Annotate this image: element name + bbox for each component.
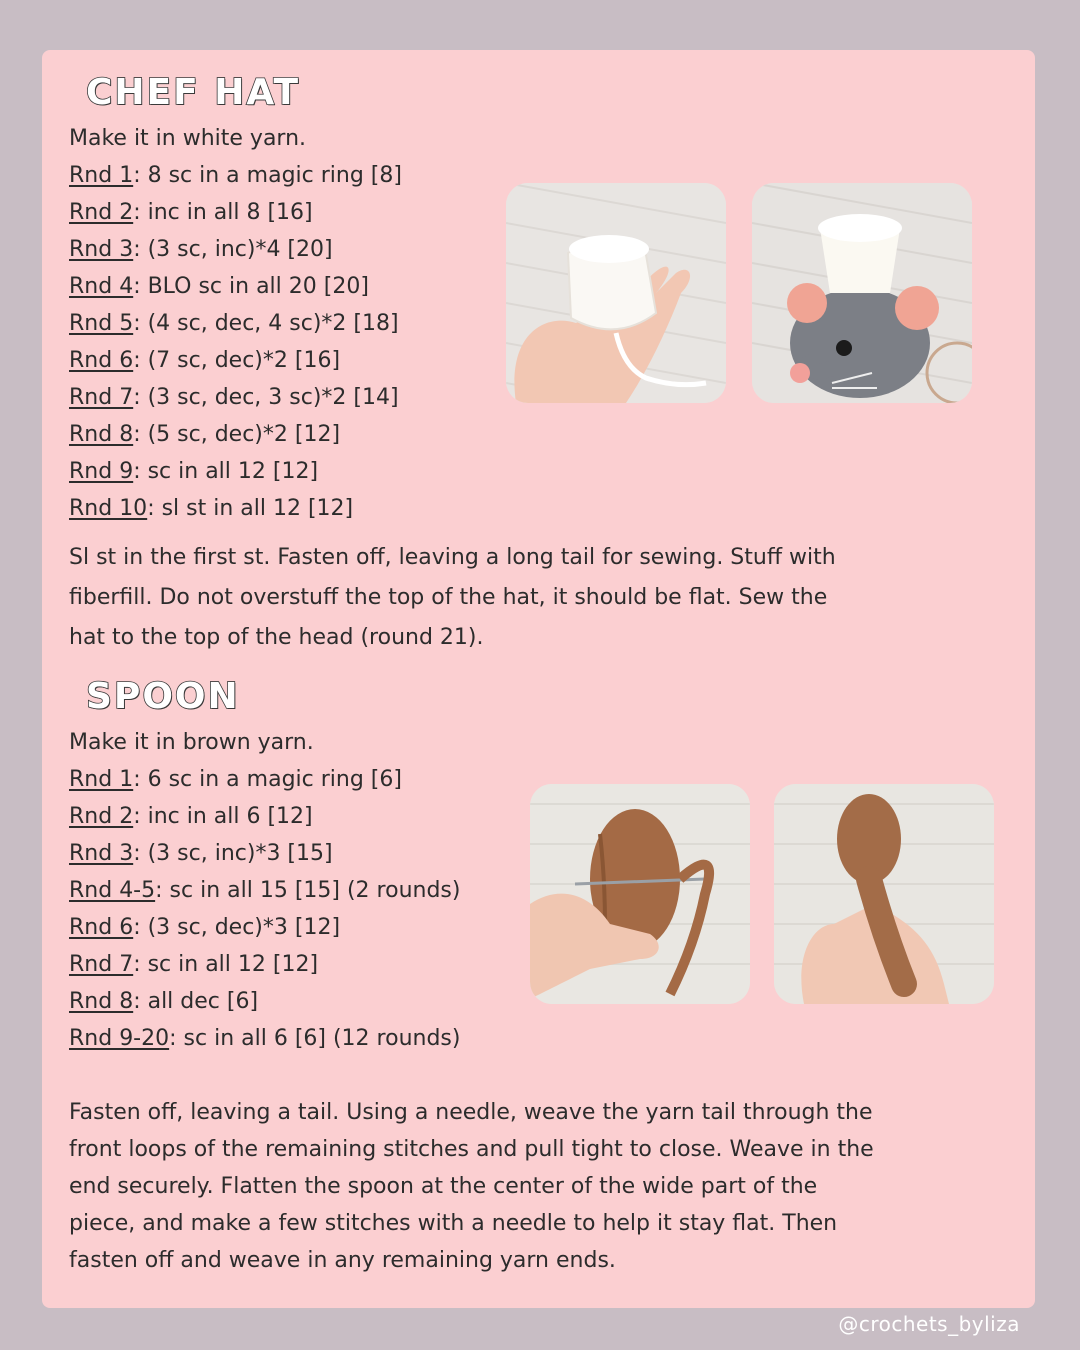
round-text: : (7 sc, dec)*2 [16] — [133, 348, 341, 373]
round-text: : sc in all 15 [15] (2 rounds) — [155, 878, 461, 903]
round-label: Rnd 8 — [69, 989, 134, 1014]
round-label: Rnd 7 — [69, 952, 134, 977]
spoon-round-row — [69, 802, 313, 832]
round-label: Rnd 6 — [69, 915, 134, 940]
hat-round-row — [69, 494, 353, 524]
spoon-paragraph-line: end securely. Flatten the spoon at the center of the wide part of the — [69, 1174, 818, 1199]
round-text: : 8 sc in a magic ring [8] — [133, 163, 402, 188]
round-text: : (3 sc, inc)*3 [15] — [133, 841, 333, 866]
round-text: : inc in all 6 [12] — [133, 804, 313, 829]
round-label: Rnd 3 — [69, 237, 134, 262]
hat-photo-on-mouse — [752, 183, 972, 403]
spoon-intro: Make it in brown yarn. — [69, 730, 314, 755]
round-text: : sl st in all 12 [12] — [147, 496, 354, 521]
spoon-round-row — [69, 913, 340, 943]
hat-round-row — [69, 457, 318, 487]
round-text: : inc in all 8 [16] — [133, 200, 313, 225]
round-text: : (5 sc, dec)*2 [12] — [133, 422, 341, 447]
hat-round-row — [69, 346, 340, 376]
spoon-round-row — [69, 987, 258, 1017]
spoon-paragraph-line: Fasten off, leaving a tail. Using a needle, weave the yarn tail through the — [69, 1100, 873, 1125]
round-text: : sc in all 12 [12] — [133, 459, 319, 484]
spoon-paragraph-line: front loops of the remaining stitches and pull tight to close. Weave in the — [69, 1137, 874, 1162]
round-label: Rnd 1 — [69, 163, 134, 188]
spoon-photo-finished — [774, 784, 994, 1004]
finished-spoon-illustration — [774, 784, 994, 1004]
round-text: : all dec [6] — [133, 989, 259, 1014]
round-text: : (4 sc, dec, 4 sc)*2 [18] — [133, 311, 399, 336]
round-label: Rnd 3 — [69, 841, 134, 866]
round-label: Rnd 9 — [69, 459, 134, 484]
spoon-paragraph-line: piece, and make a few stitches with a needle to help it stay flat. Then — [69, 1211, 838, 1236]
round-label: Rnd 2 — [69, 804, 134, 829]
spoon-round-row — [69, 839, 333, 869]
author-watermark: @crochets_byliza — [838, 1312, 1020, 1336]
round-text: : BLO sc in all 20 [20] — [133, 274, 369, 299]
round-label: Rnd 5 — [69, 311, 134, 336]
chef-hat-intro: Make it in white yarn. — [69, 126, 307, 151]
round-label: Rnd 1 — [69, 767, 134, 792]
round-text: : (3 sc, inc)*4 [20] — [133, 237, 333, 262]
hat-round-row — [69, 309, 399, 339]
round-text: : sc in all 12 [12] — [133, 952, 319, 977]
round-text: : 6 sc in a magic ring [6] — [133, 767, 402, 792]
round-text: : (3 sc, dec)*3 [12] — [133, 915, 341, 940]
hat-in-hand-illustration — [506, 183, 726, 403]
round-label: Rnd 8 — [69, 422, 134, 447]
round-label: Rnd 2 — [69, 200, 134, 225]
hat-paragraph-line: hat to the top of the head (round 21). — [69, 625, 484, 650]
hat-round-row — [69, 272, 369, 302]
spoon-round-row — [69, 765, 402, 795]
spoon-round-row — [69, 1024, 460, 1054]
mouse-with-chef-hat-illustration — [752, 183, 972, 403]
hat-round-row — [69, 198, 313, 228]
spoon-paragraph-line: fasten off and weave in any remaining yarn ends. — [69, 1248, 616, 1273]
hat-round-row — [69, 235, 333, 265]
round-label: Rnd 9-20 — [69, 1026, 170, 1051]
spoon-round-row — [69, 950, 318, 980]
round-label: Rnd 4-5 — [69, 878, 156, 903]
hat-paragraph-line: fiberfill. Do not overstuff the top of the hat, it should be flat. Sew the — [69, 585, 828, 610]
chef-hat-title: CHEF HAT — [86, 72, 301, 113]
spoon-photo-sewing — [530, 784, 750, 1004]
hat-round-row — [69, 420, 340, 450]
hat-round-row — [69, 383, 399, 413]
spoon-round-row — [69, 876, 460, 906]
round-label: Rnd 10 — [69, 496, 148, 521]
round-text: : (3 sc, dec, 3 sc)*2 [14] — [133, 385, 399, 410]
spoon-title: SPOON — [86, 676, 240, 717]
hat-round-row — [69, 161, 402, 191]
hat-paragraph-line: Sl st in the first st. Fasten off, leaving a long tail for sewing. Stuff with — [69, 545, 836, 570]
hat-photo-in-hand — [506, 183, 726, 403]
round-label: Rnd 7 — [69, 385, 134, 410]
spoon-sewing-illustration — [530, 784, 750, 1004]
round-text: : sc in all 6 [6] (12 rounds) — [169, 1026, 461, 1051]
round-label: Rnd 6 — [69, 348, 134, 373]
round-label: Rnd 4 — [69, 274, 134, 299]
